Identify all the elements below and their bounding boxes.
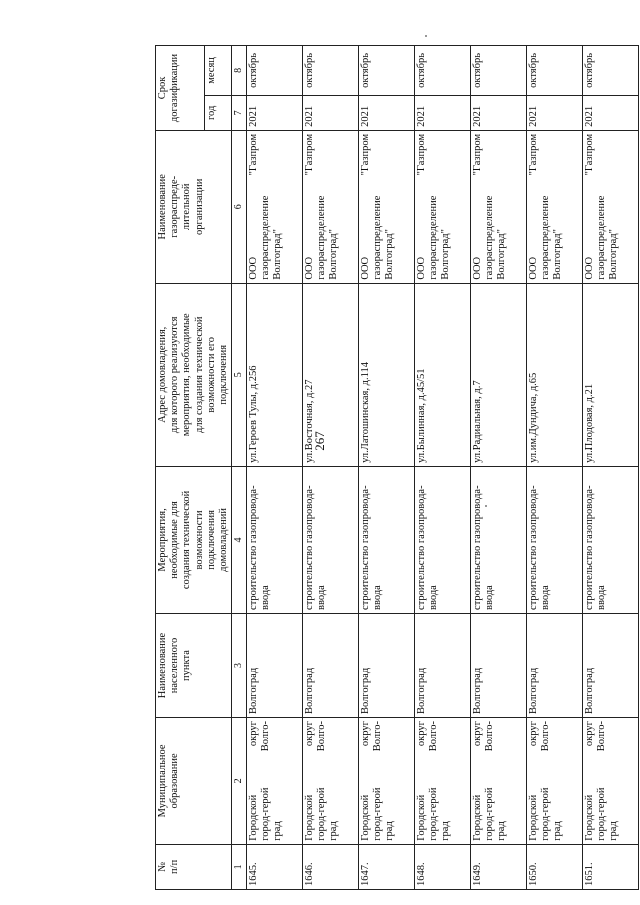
- organization-line: газораспределение: [259, 195, 271, 280]
- municipality-line: округ: [583, 721, 595, 747]
- municipality-line: Волго-: [315, 721, 327, 752]
- organization-cell: [526, 130, 582, 283]
- municipality-line: Городской: [247, 794, 259, 841]
- municipality-line: округ: [527, 721, 539, 747]
- year-cell: 2021: [470, 95, 526, 130]
- table-row: [470, 46, 526, 890]
- header-organization: Наименование газораспреде- лительной организации: [156, 130, 232, 283]
- year-cell: 2021: [358, 95, 414, 130]
- organization-line: "Газпром: [415, 133, 427, 176]
- municipality-cell: [246, 718, 302, 845]
- municipality-cell: [414, 718, 470, 845]
- month-cell: октябрь: [526, 46, 582, 96]
- settlement-cell: Волгоград: [246, 613, 302, 717]
- address-cell: ул.Радиальная, д.7: [470, 283, 526, 466]
- organization-line: ООО: [303, 256, 315, 280]
- municipality-line: город-герой: [539, 787, 551, 841]
- settlement-cell: Волгоград: [526, 613, 582, 717]
- organization-line: Волгоград": [607, 229, 619, 280]
- municipality-line: град: [607, 821, 619, 841]
- organization-line: "Газпром: [527, 133, 539, 176]
- column-number: 4: [232, 466, 247, 613]
- municipality-line: Городской: [471, 794, 483, 841]
- municipality-line: Волго-: [259, 721, 271, 752]
- municipality-line: град: [551, 821, 563, 841]
- municipality-cell: [582, 718, 638, 845]
- municipality-line: град: [495, 821, 507, 841]
- settlement-cell: Волгоград: [470, 613, 526, 717]
- year-cell: 2021: [526, 95, 582, 130]
- municipality-line: округ: [303, 721, 315, 747]
- month-cell: октябрь: [470, 46, 526, 96]
- column-number-row: [232, 46, 247, 890]
- organization-line: ООО: [247, 256, 259, 280]
- organization-cell: [414, 130, 470, 283]
- table-row: [358, 46, 414, 890]
- measure-cell: строительство газопровода-ввода: [414, 466, 470, 613]
- column-number: 5: [232, 283, 247, 466]
- header-settlement: Наименование населенного пункта: [156, 613, 232, 717]
- measure-cell: строительство газопровода-ввода: [582, 466, 638, 613]
- row-number: 1648.: [414, 844, 470, 889]
- month-cell: октябрь: [246, 46, 302, 96]
- year-cell: 2021: [414, 95, 470, 130]
- settlement-cell: Волгоград: [358, 613, 414, 717]
- municipality-line: город-герой: [427, 787, 439, 841]
- settlement-cell: Волгоград: [582, 613, 638, 717]
- column-number: 6: [232, 130, 247, 283]
- organization-line: газораспределение: [427, 195, 439, 280]
- header-year: год: [204, 95, 231, 130]
- page-number: 267: [312, 431, 327, 451]
- column-number: 7: [232, 95, 247, 130]
- header-municipality: Муниципальное образование: [156, 718, 232, 845]
- address-cell: ул.Героев Тулы, д.256: [246, 283, 302, 466]
- organization-line: газораспределение: [539, 195, 551, 280]
- municipality-line: град: [327, 821, 339, 841]
- year-cell: 2021: [302, 95, 358, 130]
- year-cell: 2021: [246, 95, 302, 130]
- municipality-line: округ: [415, 721, 427, 747]
- municipality-line: Волго-: [539, 721, 551, 752]
- table-row: [526, 46, 582, 890]
- address-cell: ул.Плодовая, д.21: [582, 283, 638, 466]
- municipality-line: Городской: [527, 794, 539, 841]
- organization-line: ООО: [359, 256, 371, 280]
- municipality-line: город-герой: [483, 787, 495, 841]
- row-number: 1651.: [582, 844, 638, 889]
- municipality-cell: [358, 718, 414, 845]
- table-row: [414, 46, 470, 890]
- address-cell: ул.им.Дундича, д.65: [526, 283, 582, 466]
- municipality-line: град: [271, 821, 283, 841]
- organization-line: ООО: [415, 256, 427, 280]
- municipality-line: Волго-: [371, 721, 383, 752]
- organization-line: газораспределение: [483, 195, 495, 280]
- organization-line: Волгоград": [551, 229, 563, 280]
- organization-line: ООО: [527, 256, 539, 280]
- organization-line: Волгоград": [439, 229, 451, 280]
- organization-cell: [582, 130, 638, 283]
- municipality-line: Волго-: [427, 721, 439, 752]
- municipality-line: округ: [247, 721, 259, 747]
- gasification-table: [155, 45, 639, 890]
- organization-line: газораспределение: [315, 195, 327, 280]
- municipality-line: округ: [359, 721, 371, 747]
- municipality-line: город-герой: [371, 787, 383, 841]
- address-cell: ул.Восточная, д.27: [302, 283, 358, 466]
- row-number: 1647.: [358, 844, 414, 889]
- month-cell: октябрь: [582, 46, 638, 96]
- measure-cell: строительство газопровода-ввода: [526, 466, 582, 613]
- municipality-line: город-герой: [595, 787, 607, 841]
- organization-line: ООО: [583, 256, 595, 280]
- municipality-cell: [302, 718, 358, 845]
- year-cell: 2021: [582, 95, 638, 130]
- header-address: Адрес домовладения, для которого реализуются мероприятия, необходимые для создания технической возможности его подключения: [156, 283, 232, 466]
- month-cell: октябрь: [414, 46, 470, 96]
- row-number: 1646.: [302, 844, 358, 889]
- municipality-cell: [470, 718, 526, 845]
- rotated-table-wrapper: [155, 30, 619, 890]
- organization-cell: [358, 130, 414, 283]
- municipality-line: град: [439, 821, 451, 841]
- organization-line: "Газпром: [247, 133, 259, 176]
- row-number: 1645.: [246, 844, 302, 889]
- organization-line: Волгоград": [271, 229, 283, 280]
- header-month: месяц: [204, 46, 231, 96]
- month-cell: октябрь: [358, 46, 414, 96]
- header-deadline: Срок догазификации: [156, 46, 205, 131]
- municipality-line: Городской: [583, 794, 595, 841]
- organization-cell: [246, 130, 302, 283]
- table-row: [582, 46, 638, 890]
- table-row: [302, 46, 358, 890]
- organization-line: Волгоград": [327, 229, 339, 280]
- organization-line: газораспределение: [595, 195, 607, 280]
- measure-cell: строительство газопровода-ввода: [246, 466, 302, 613]
- organization-line: "Газпром: [303, 133, 315, 176]
- municipality-line: Городской: [359, 794, 371, 841]
- address-cell: ул.Латошинская, д.114: [358, 283, 414, 466]
- organization-line: Волгоград": [383, 229, 395, 280]
- organization-line: ООО: [471, 256, 483, 280]
- row-number: 1650.: [526, 844, 582, 889]
- measure-cell: строительство газопровода-ввода: [302, 466, 358, 613]
- column-number: 3: [232, 613, 247, 717]
- column-number: 2: [232, 718, 247, 845]
- municipality-line: город-герой: [259, 787, 271, 841]
- header-number: № п/п: [156, 844, 232, 889]
- organization-cell: [470, 130, 526, 283]
- address-cell: ул.Былинная, д.45/51: [414, 283, 470, 466]
- column-number: 1: [232, 844, 247, 889]
- column-number: 8: [232, 46, 247, 96]
- header-measures: Мероприятия, необходимые для создания технической возможности подключения домовладений: [156, 466, 232, 613]
- table-row: [246, 46, 302, 890]
- organization-line: "Газпром: [359, 133, 371, 176]
- measure-cell: строительство газопровода-ввода: [470, 466, 526, 613]
- municipality-line: град: [383, 821, 395, 841]
- organization-cell: [302, 130, 358, 283]
- municipality-line: Волго-: [595, 721, 607, 752]
- municipality-line: округ: [471, 721, 483, 747]
- municipality-line: Городской: [303, 794, 315, 841]
- organization-line: Волгоград": [495, 229, 507, 280]
- municipality-line: Волго-: [483, 721, 495, 752]
- municipality-line: город-герой: [315, 787, 327, 841]
- measure-cell: строительство газопровода-ввода: [358, 466, 414, 613]
- month-cell: октябрь: [302, 46, 358, 96]
- municipality-cell: [526, 718, 582, 845]
- settlement-cell: Волгоград: [414, 613, 470, 717]
- settlement-cell: Волгоград: [302, 613, 358, 717]
- organization-line: "Газпром: [583, 133, 595, 176]
- municipality-line: Городской: [415, 794, 427, 841]
- organization-line: газораспределение: [371, 195, 383, 280]
- table-header: [156, 46, 247, 890]
- row-number: 1649.: [470, 844, 526, 889]
- organization-line: "Газпром: [471, 133, 483, 176]
